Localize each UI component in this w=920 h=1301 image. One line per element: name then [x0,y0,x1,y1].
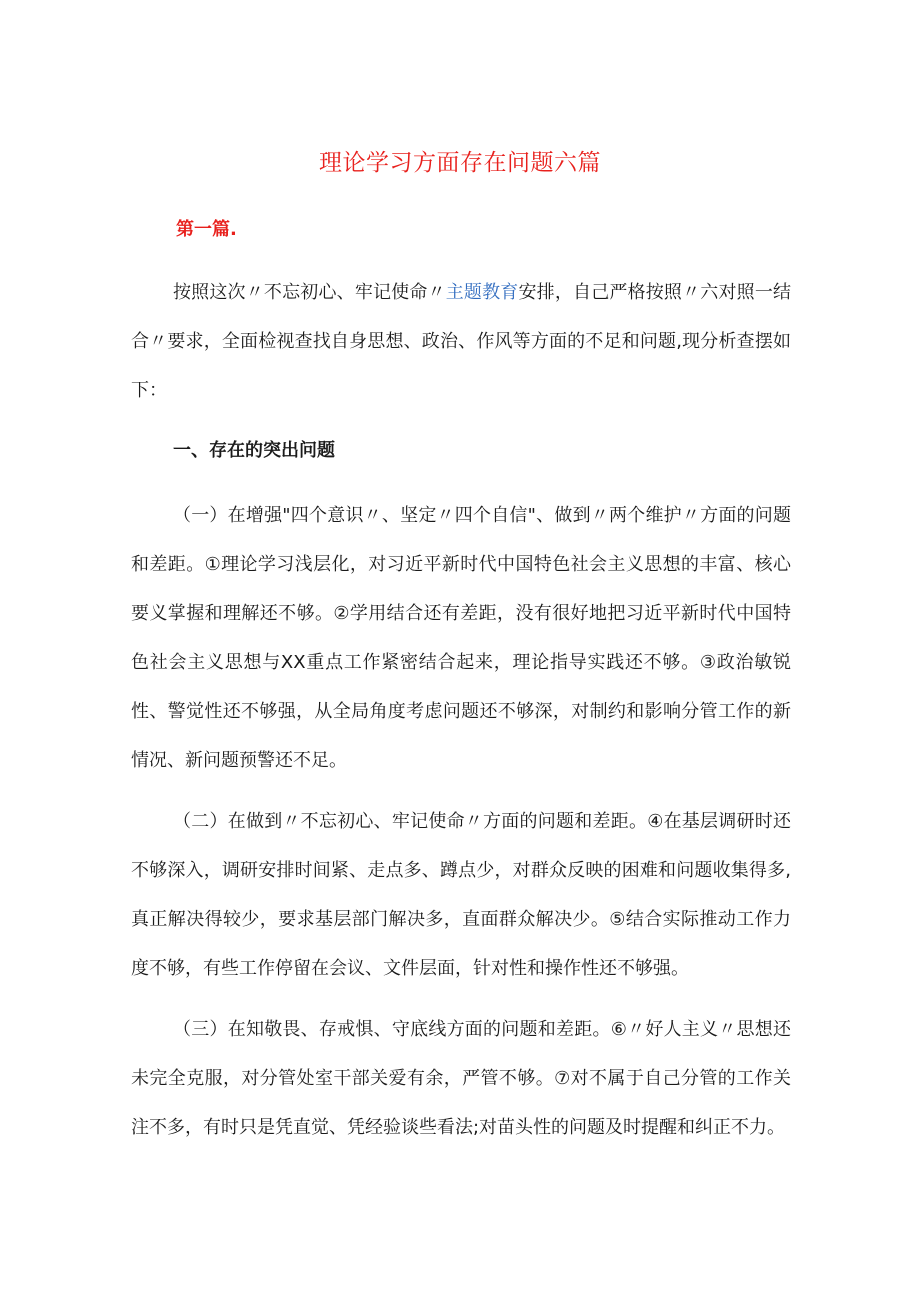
section-label: 第一篇. [176,219,237,240]
paragraph-problem-1: （一）在增强"四个意识〃、坚定〃四个自信"、做到〃两个维护〃方面的问题和差距。①理论学习浅层化，对习近平新时代中国特色社会主义思想的丰富、核心要义掌握和理解还不够。②学用结合还有差距，没有很好地把习近平新时代中国特色社会主义思想与XX重点工作紧密结合起来，理论指导实践还不够。③政治敏锐性、警觉性还不够强，从全局角度考虑问题还不够深，对制约和影响分管工作的新情况、新问题预警还不足。 [131,505,791,771]
paragraph-problem-3: （三）在知敬畏、存戒惧、守底线方面的问题和差距。⑥〃好人主义〃思想还未完全克服，对分管处室干部关爱有余，严管不够。⑦对不属于自己分管的工作关注不多，有时只是凭直觉、凭经验谈些看法;对苗头性的问题及时提醒和纠正不力。 [131,1019,791,1138]
paragraph-problem-2: （二）在做到〃不忘初心、牢记使命〃方面的问题和差距。④在基层调研时还不够深入，调研安排时间紧、走点多、蹲点少，对群众反映的困难和问题收集得多,真正解决得较少，要求基层部门解决多，直面群众解决少。⑤结合实际推动工作力度不够，有些工作停留在会议、文件层面，针对性和操作性还不够强。 [131,811,791,979]
topic-education-link[interactable]: 主题教育 [445,282,519,303]
intro-paragraph [131,268,791,415]
intro-text-after-link: 安排，自己严格按照〃六对照一结合〃要求，全面检视查找自身思想、政治、作风等方面的不足和问题,现分析查摆如下： [131,282,792,401]
heading-existing-problems: 一、存在的突出问题 [173,440,335,461]
document-title: 理论学习方面存在问题六篇 [319,150,601,176]
intro-text-before-link: 按照这次〃不忘初心、牢记使命〃 [173,282,446,303]
